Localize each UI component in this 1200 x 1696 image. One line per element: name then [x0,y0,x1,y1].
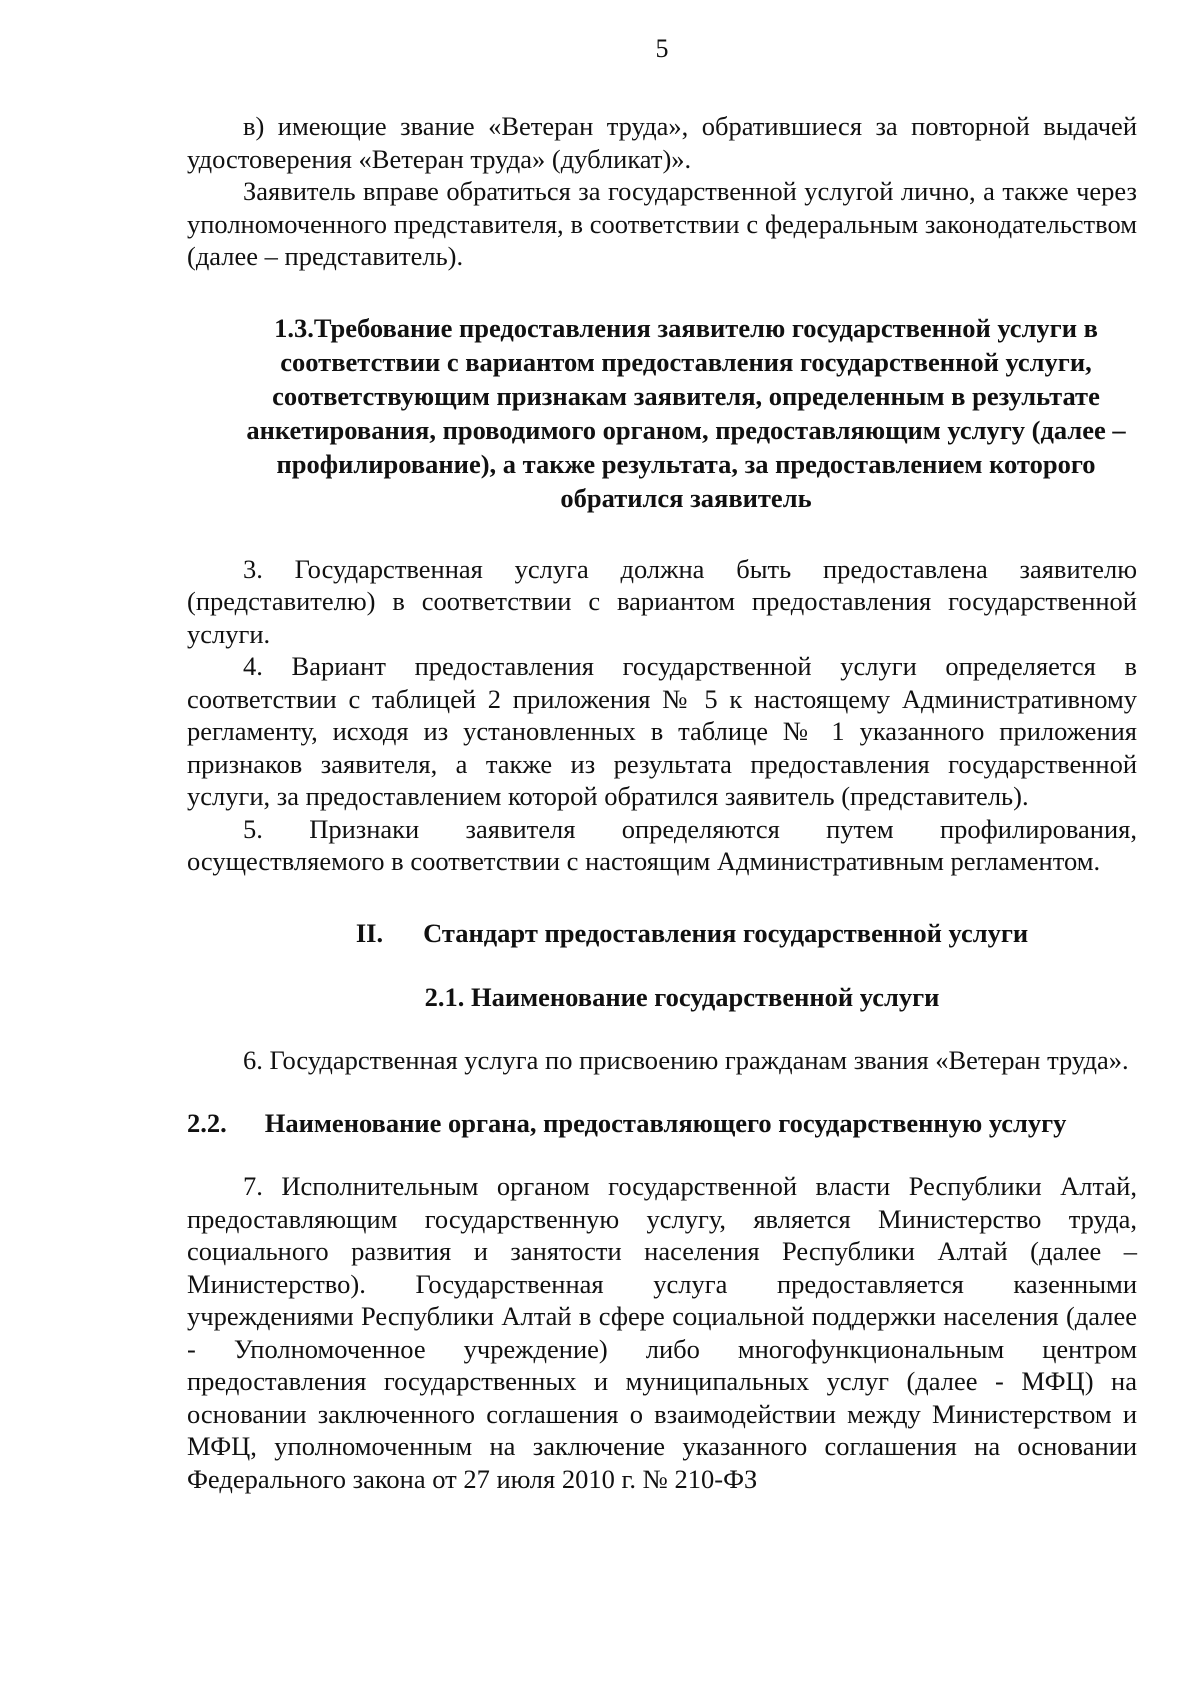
section-1-3-title: Требование предоставления заявителю государственной услуги в соответствии с вариантом предоставления государственной услуги, соответствующим признакам заявителя, определенным в результате анкетирования, проводимого органом, предоставляющим услугу (далее – профилирование), а также результата, за предоставлением которого обратился заявитель [246,312,1126,513]
section-2-1-heading: 2.1. Наименование государственной услуги [424,981,940,1012]
paragraph-4: 4. Вариант предоставления государственной услуги определяется в соответствии с таблицей 2 приложения № 5 к настоящему Административному регламенту, исходя из установленных в таблице № 1 указанного приложения признаков заявителя, а также из результата предоставления государственной услуги, за предоставлением которой обратился заявитель (представитель). [187,651,1137,811]
paragraph-7: 7. Исполнительным органом государственной власти Республики Алтай, предоставляющим государственную услугу, является Министерство труда, социального развития и занятости населения Республики Алтай (далее – Министерство). Государственная услуга предоставляется казенными учреждениями Республики Алтай в сфере социальной поддержки населения (далее - Уполномоченное учреждение) либо многофункциональным центром предоставления государственных и муниципальных услуг (далее - МФЦ) на основании заключенного соглашения о взаимодействии между Министерством и МФЦ, уполномоченным на заключение указанного соглашения на основании Федерального закона от 27 июля 2010 г. № 210-ФЗ [187,1171,1137,1494]
section-1-3-number: 1.3. [274,312,314,343]
paragraph-v: в) имеющие звание «Ветеран труда», обратившиеся за повторной выдачей удостоверения «Ветеран труда» (дубликат)». [187,111,1137,174]
section-2-2-title: Наименование органа, предоставляющего государственную услугу [264,1108,1067,1138]
paragraph-5: 5. Признаки заявителя определяются путем профилирования, осуществляемого в соответствии с настоящим Административным регламентом. [187,813,1137,876]
section-2-number: II. [355,917,384,948]
paragraph-6: 6. Государственная услуга по присвоению гражданам звания «Ветеран труда». [243,1044,1129,1075]
paragraph-3: 3. Государственная услуга должна быть предоставлена заявителю (представителю) в соответствии с вариантом предоставления государственной услуги. [187,553,1137,649]
section-2-title: Стандарт предоставления государственной услуги [423,917,1029,948]
section-2-2-number: 2.2. [187,1108,227,1138]
section-2-heading [187,916,1137,950]
document-body [187,110,1137,1495]
paragraph-applicant: Заявитель вправе обратиться за государственной услугой лично, а также через уполномоченного представителя, в соответствии с федеральным законодательством (далее – представитель). [187,176,1137,271]
section-2-2-heading [187,1106,1137,1140]
page-number: 5 [655,34,669,63]
section-1-3-heading [187,311,1137,515]
